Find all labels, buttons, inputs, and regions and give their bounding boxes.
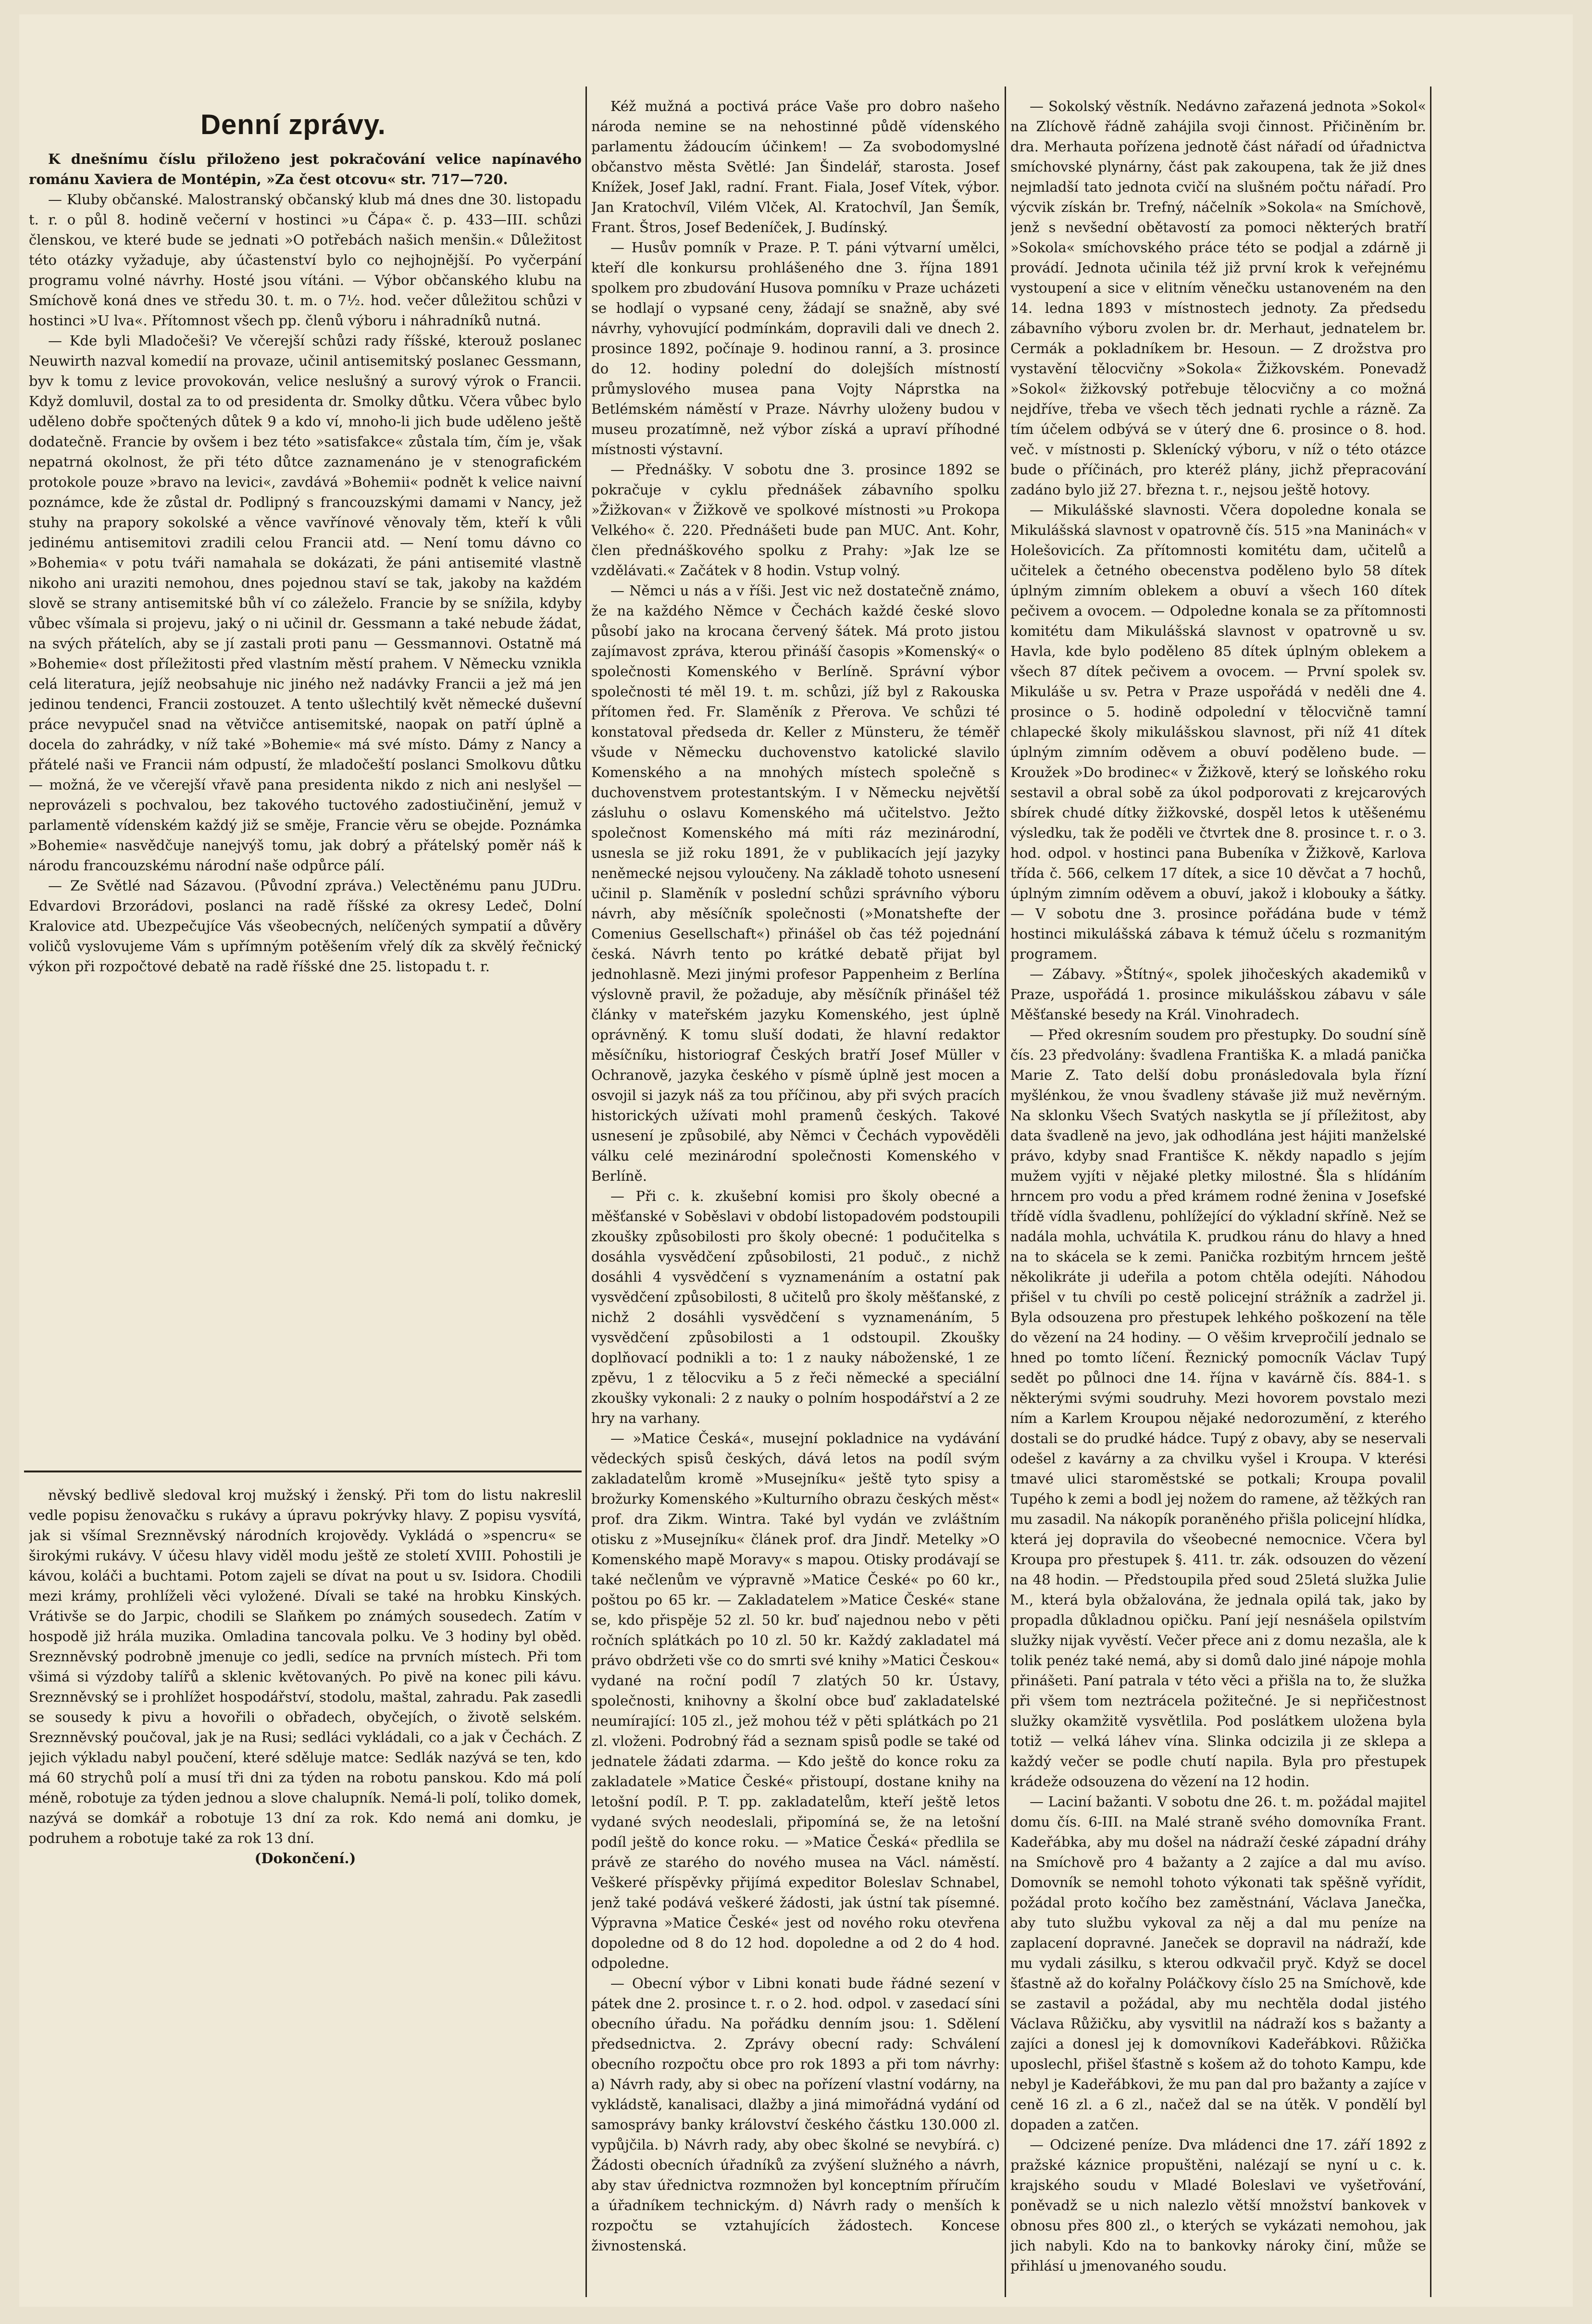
newspaper-page	[19, 14, 1573, 2307]
paragraph-svetla-cont: Kéž mužná a poctivá práce Vaše pro dobro našeho národa nemine se na nehostinné půdě vídenského parlamentu žádoucím účinkem! — Za svobodomyslné občanstvo města Světlé: Jan Šindelář, starosta. Josef Knížek, Josef Jakl, radní. Frant. Fiala, Josef Vítek, výbor. Jan Kratochvíl, Vilém Vlček, Al. Kratochvíl, Jan Šemík, Frant. Štros, Josef Bedeníček, J. Budínský.	[591, 98, 1000, 235]
paragraph-zabavy: — Zábavy. »Štítný«, spolek jihočeských akademiků v Praze, uspořádá 1. prosince mikulášskou zábavu v sále Měšťanské besedy na Král. Vinohradech.	[1010, 966, 1426, 1023]
column-rule-1	[585, 87, 587, 2297]
column-rule-2	[1005, 87, 1006, 2297]
paragraph-lectures: — Přednášky. V sobotu dne 3. prosince 1892 se pokračuje v cyklu přednášek zábavního spolku »Žižkovan« v Žižkově ve spolkové místnosti »u Prokopa Velkého« č. 220. Přednášeti bude pan MUC. Ant. Kohr, člen přednáškového spolku z Prahy: »Jak lze se vzdělávati.« Začátek v 8 hodin. Vstup volný.	[591, 461, 1000, 579]
paragraph-feuilleton: něvský bedlivě sledoval kroj mužský i ženský. Při tom do listu nakreslil vedle popisu ženovačku s rukávy a úpravu pokrývky hlavy. Z popisu vysvítá, jak si všímal Sreznněvský národních krojovědy. Vykládá o »spencru« se širokými rukávy. V účesu hlavy viděl modu ještě ze století XVIII. Pohostili je kávou, koláči a buchtami. Potom zajeli se dívat na pout u sv. Isidora. Chodili mezi krámy, prohlíželi věci vyložené. Dívali se také na hrobku Kinských. Vrátivše se do Jarpic, chodili se Slaňkem po známých sousedech. Zatím v hospodě již hrála muzika. Omladina tancovala polku. Ve 3 hodiny byl oběd. Sreznněvský podrobně jmenuje co jedli, sedíce na prvních místech. Při tom všimá si výzdoby talířů a sklenic květovaných. Po pivě na konec pili kávu. Sreznněvský se i prohlížet hospodářství, stodolu, maštal, zahradu. Pak zasedli se sousedy k pivu a hovořili o obřadech, obyčejích, o životě selském. Sreznněvský poučoval, jak je na Rusi; sedláci vykládali, co a jak v Čechách. Z jejich výkladu nabyl poučení, které sděluje matce: Sedlák nazývá se ten, kdo má 60 strychů polí a musí tři dni za týden na robotu panskou. Kdo má polí méně, robotuje za týden jednou a slove chalupník. Nemá-li polí, toliko domek, nazývá se domkář a robotuje 13 dní za rok. Kdo nemá ani domku, je podruhem a robotuje také za rok 13 dní.	[29, 1487, 582, 1846]
column-1-feuilleton	[29, 1485, 582, 2312]
paragraph-pheasants: — Laciní bažanti. V sobotu dne 26. t. m. požádal majitel domu čís. 6-III. na Malé straně svého domovníka Frant. Kadeřábka, aby mu došel na nádraží české západní dráhy na Smíchově pro 4 bažanty a 2 zajíce a dal mu avíso. Domovník se nemohl tohoto výkonati tak spěšně vyřídit, požádal proto kočího bez zaměstnání, Václava Janečka, aby tuto službu vykoval za něj a dal mu peníze na zaplacení dopravné. Janeček se dopravil na nádraží, kde mu vydali zásilku, s kterou odkvačil pryč. Když se docel šťastně až do kořalny Poláčkovy číslo 25 na Smíchově, kde se zastavil a požádal, aby mu nechtěla dodal jistého Václava Růžičku, aby vysvitlil na nádraží kos s bažanty a zajíci a donesl jej k domovníkovi Kadeřábkovi. Růžička uposlechl, přišel šťastně s košem až do tohoto Kampu, kde nebyl je Kadeřábkovi, že mu pan dal pro bažanty a zajíce v ceně 16 zl. a 6 zl., načež dal se na útěk. V pondělí byl dopaden a zatčen.	[1010, 1793, 1426, 2133]
feuilleton-continued: (Dokončení.)	[254, 1850, 356, 1867]
paragraph-matice-ceska: — »Matice Česká«, musejní pokladnice na vydávání vědeckých spisů českých, dává letos na podíl svým zakladatelům kromě »Musejníku« ještě tyto spisy a brožurky Komenského »Kulturního obrazu českých měst« prof. dra Zikm. Wintra. Také byl vydán ve zvláštním otisku z »Musejníku« článek prof. dra Jindř. Metelky »O Komenského mapě Moravy« s mapou. Otisky prodávají se také nečlenům ve výpravně »Matice České« po 60 kr., poštou po 65 kr. — Zakladatelem »Matice České« stane se, kdo přispěje 52 zl. 50 kr. buď najednou nebo v pěti ročních splátkách po 10 zl. 50 kr. Každý zakladatel má právo obdržeti vše co do smrti své knihy »Matici Českou« vydané na roční podíl 7 zlatých 50 kr. Ústavy, společnosti, knihovny a školní obce buď zakladatelské neumírající: 105 zl., jež mohou též v pěti splátkách po 21 zl. vloženi. Podrobný řád a seznam spisů podle se také od jednatele žádati zdarma. — Kdo ještě do konce roku za zakladatele »Matice České« přistoupí, dostane knihy na letošní podíl. P. T. pp. zakladatelům, kteří ještě letos vydané svých neodeslali, připomíná se, že na letošní podíl ještě do konce roku. — »Matice Česká« předlila se právě ze starého do nového musea na Václ. náměstí. Veškeré příspěvky přijímá expeditor Boleslav Schnabel, jenž také podává veškeré žádosti, jak ústní tak písemné. Výpravna »Matice České« jest od nového roku otevřena dopoledne od 8 do 12 hod. dopoledne a od 2 do 4 hod. odpoledne.	[591, 1430, 1000, 1971]
paragraph-stolen-money: — Odcizené peníze. Dva mládenci dne 17. září 1892 z pražské káznice propuštěni, nalézají se nyní u c. k. krajského soudu v Mladé Boleslavi ve vyšetřování, poněvadž se u nich nalezlo větší množství bankovek v obnosu přes 800 zl., o kterých se vykázati nemohou, jak jich nabyli. Kdo na to bankovky nároky činí, může se přihlásí u jmenovaného soudu.	[1010, 2137, 1426, 2274]
paragraph-clubs: — Kluby občanské. Malostranský občanský klub má dnes dne 30. listopadu t. r. o půl 8. hodině večerní v hostinci »u Čápa« č. p. 433—III. schůzi členskou, ve které bude se jednati »O potřebách našich menšin.« Důležitost této otázky vyžaduje, aby účastenství bylo co nejhojnější. Po vyčerpání programu volné návrhy. Hosté jsou vítáni. — Výbor občanského klubu na Smíchově koná dnes ve středu 30. t. m. o 7½. hod. večer důležitou schůzi v hostinci »U lva«. Přítomnost všech pp. členů výboru i náhradníků nutná.	[29, 191, 582, 329]
paragraph-exam-commission: — Při c. k. zkušební komisi pro školy obecné a měšťanské v Soběslavi v období listopadovém podstoupili zkoušky způsobilosti pro školy obecné: 1 podučitelka s dosáhla vysvědčení způsobilosti, 21 poduč., z nichž dosáhli 4 vysvědčení s vyznamenáním a ostatní pak vysvědčení způsobilosti, 8 učitelů pro školy měšťanské, z nichž 2 dosáhli vysvědčení s vyznamenáním, 5 vysvědčení způsobilosti a 1 odstoupil. Zkoušky doplňovací podnikli a to: 1 z nauky náboženské, 1 ze zpěvu, 1 z tělocviku a 5 z řeči německé a speciální zkoušky vykonali: 2 z nauky o polním hospodářství a 2 ze hry na varhany.	[591, 1188, 1000, 1426]
paragraph-hus-monument: — Husův pomník v Praze. P. T. páni výtvarní umělci, kteří dle konkursu prohlášeného dne 3. října 1891 spolkem pro zbudování Husova pomníku v Praze ucházeti se hodlají o vypsané ceny, žádají se snažně, aby své návrhy, vyhovující podmínkám, dopravili dali ve dnech 2. prosince 1892, počínaje 9. hodinou ranní, a 3. prosince do 12. hodiny polední do dolejších místností průmyslového musea pana Vojty Náprstka na Betlémském náměstí v Praze. Návrhy uloženy budou v museu prozatímně, než výbor získá a upraví příhodné místnosti výstavní.	[591, 239, 1000, 457]
paragraph-mikulas: — Mikulášské slavnosti. Včera dopoledne konala se Mikulášská slavnost v opatrovně čís. 515 »na Maninách« v Holešovicích. Za přítomnosti komitétu dam, učitelů a učitelek a četného obecenstva poděleno bylo 58 dítek úplným zimním oblekem a obuví a všech 160 dítek pečivem a ovocem. — Odpoledne konala se za přítomnosti komitétu dam Mikulášská slavnost v opatrovně u sv. Havla, kde bylo poděleno 85 dítek úplným oblekem a všech 87 dítek pečivem a ovocem. — První spolek sv. Mikuláše u sv. Petra v Praze uspořádá v neděli dne 4. prosince o 5. hodině odpolední v tělocvičně tamní chlapecké školy mikulášskou slavnost, při níž 41 dítek úplným zimním oděvem a obuví poděleno bude. — Kroužek »Do brodinec« v Žižkově, který se loňského roku sestavil a obral sobě za úkol podporovati z krejcarových sbírek chudé dítky žižkovské, dospěl letos k utěšenému výsledku, tak že poděli ve čtvrtek dne 8. prosince t. r. o 3. hod. odpol. v hostinci pana Bubeníka v Žižkově, Karlova třída č. 566, celkem 17 dítek, a sice 10 děvčat a 7 hochů, úplným zimním oděvem a obuví, jakož i klobouky a šátky. — V sobotu dne 3. prosince pořádána bude v témž hostinci mikulášská zábava k témuž účelu s rozmanitým programem.	[1010, 502, 1426, 962]
column-rule-horizontal	[24, 1471, 582, 1472]
paragraph-court: — Před okresním soudem pro přestupky. Do soudní síně čís. 23 předvolány: švadlena Františka K. a mladá panička Marie Z. Tato delší dobu pronásledovala byla řízní myšlénkou, že vnou švadleny stávaše již muž nevěrným. Na sklonku Všech Svatých naskytla se jí příležitost, aby data švadleně na jevo, jak odhodlána jest hájiti manželské právo, kdyby snad Františce K. někdy napadlo s jejím mužem vyjíti v nějaké pletky milostné. Šla s hlídáním hrncem pro vodu a před krámem rodné ženina v Josefské třídě vídla švadlenu, pohlížející do výkladní skříně. Než se nadála mohla, uchvátila K. prudkou ránu do hlavy a hned na to skácela se k zemi. Panička rozbitým hrncem ještě několikráte ji udeřila a potom chtěla odejíti. Náhodou přišel v tu chvíli po cestě policejní strážník a zadržel ji. Byla odsouzena pro přestupek lehkého poškození na těle do vězení na 24 hodiny. — O věšim krvepročilí jednalo se hned po tomto líčení. Řeznický pomocník Václav Tupý sedět po půlnoci dne 14. října v kavárně čís. 884-1. s některými svými soudruhy. Mezi hovorem povstalo mezi ním a Karlem Kroupou nějaké nedorozumění, z kterého dostali se do prudké hádce. Tupý z obavy, aby se neservali odešel z kavárny a za chvilku vyšel i Kroupa. V kterési tmavé ulici staroměstské se potkali; Kroupa povalil Tupého k zemi a bodl jej nožem do ramene, až těžkých ran mu zasadil. Na nákopík poraněného přišla policejní hlídka, která jej dopravila do všeobecné nemocnice. Včera byl Kroupa pro přestupek §. 411. tr. zák. odsouzen do vězení na 48 hodin. — Předstoupila před soud 25letá služka Julie M., která byla obžalována, že jednala opilá tak, jako by propadla důkladnou opičku. Paní její nesnášela opilstvím služky nijak vyvěstí. Večer přece ani z domu nezašla, ale k tolik penéz také nemá, aby si domů dalo jiné nápoje mohla přinášeti. Paní patrala v této věci a přišla na to, že služka při všem tom neztrácela požitečné. Je si nepřičestnost služky okamžitě vysvětlila. Pod poslátkem uložena byla totiž — velká láhev vína. Slinka odcizila ji ze sklepa a každý večer se podle chutí napila. Byla pro přestupek krádeže odsouzena do vězení na 12 hodin.	[1010, 1026, 1426, 1790]
paragraph-liben-council: — Obecní výbor v Libni konati bude řádné sezení v pátek dne 2. prosince t. r. o 2. hod. odpol. v zasedací síni obecního úřadu. Na pořádku denním jsou: 1. Sdělení předsednictva. 2. Zprávy obecní rady: Schválení obecního rozpočtu obce pro rok 1893 a při tom návrhy: a) Návrh rady, aby si obec na pořízení vlastní vodárny, na vykládstě, kanalisaci, dlažby a jiná mimořádná vydání od samosprávy banky království českého částku 130.000 zl. vypůjčila. b) Návrh rady, aby obec školné se nevybírá. c) Žádosti obecních úřadníků za zvýšení služného a návrh, aby stav úřednictva rozmnožen byl konceptním příručím a úřadníkem technickým. d) Návrh rady o menších k rozpočtu se vztahujících žádostech. Koncese živnostenská.	[591, 1975, 1000, 2254]
paragraph-young-czechs: — Kde byli Mladočeši? Ve včerejší schůzi rady říšské, kterouž poslanec Neuwirth nazval komedií na provaze, učinil antisemitský poslanec Gessmann, byv k tomu z levice provokován, velice neslušný a surový výrok o Francii. Když domluvil, dostal za to od presidenta dr. Smolky důtku. Včera vůbec bylo uděleno dobře spočtených důtek 9 a kdo ví, mnoho-li jich bude uděleno ještě dodatečně. Francie by ovšem i bez této »satisfakce« zůstala tím, čím je, však nepatrná okolnost, že při této důtce zaznamenáno je v stenografickém protokole pouze »bravo na levici«, zavdává »Bohemii« podnět k velice naivní poznámce, kde že zůstal dr. Podlipný s francouzskými damami v Nancy, jež stuhy na prapory sokolské a věnce vavřínové věnovaly těm, kteří k vůli jedinému antisemitovi zradili celou Francii atd. — Není tomu dávno co »Bohemia« v potu tváři namahala se dokázati, že páni antisemité vlastně nikoho ani uraziti nemohou, dnes pojednou staví se tak, jakoby na každém slově se strany antisemitské bůh ví co záleželo. Francie by se snížila, kdyby vůbec všímala si projevu, jaký o ni učinil dr. Gessmann a také nebude žádat, na svých přátelích, aby se jí zastali proti panu — Gessmannovi. Ostatně má »Bohemie« dost příležitosti před vlastním městí prahem. V Německu vznikla celá literatura, jejíž neobsahuje nic jiného než nadávky Francii a jež má jen jedinou tendenci, Francii zostouzet. A tento ušlechtilý květ německé duševní práce nevypučel snad na větvičce antisemitské, naopak on patří úplně a docela do zahrádky, v níž také »Bohemie« má své místo. Dámy z Nancy a přátelé naši ve Francii nám odpustí, že mladočeští poslanci Smolkovu důtku — možná, že ve včerejší vřavě pana presidenta nikdo z nich ani neslyšel — neprovázeli s pochvalou, bez takového tuctového zadostiučinění, jemuž v parlamentě vídenském každý již se směje, Francie věru se obejde. Poznámka »Bohemie« nasvědčuje nanejvýš tomu, jak dobrý a přátelský poměr náš k národu francouzskému národní naše odpůrce pálí.	[29, 333, 582, 874]
column-rule-3	[1430, 87, 1431, 2297]
paragraph-sokol: — Sokolský věstník. Nedávno zařazená jednota »Sokol« na Zlíchově řádně zahájila svoji činnost. Přičiněním br. dra. Merhauta pořízena jednotě část nářadí od úřadnictva smíchovské plynárny, část pak zakoupena, tak že již dnes nejmladší tato jednota cvičí na slušném počtu nářadí. Pro výcvik získán br. Trefný, náčelník »Sokola« na Smíchově, jenž s nevšední obětavostí za pomoci některých bratří »Sokola« smíchovského práce této se podjal a zdárně ji provádí. Jednota učinila též již první krok k veřejnému vystoupení a sice v elitním věnečku ustanoveném na den 14. ledna 1893 v místnostech jednoty. Za předsedu zábavního výboru zvolen br. dr. Merhaut, jednatelem br. Cermák a pokladníkem br. Hesoun. — Z drožstva pro vystavění tělocvičny »Sokola« Žižkovském. Ponevadž »Sokol« žižkovský potřebuje tělocvičny a co možná nejdříve, třeba ve všech těch jednati rychle a rázně. Za tím účelem odbývá se v úterý dne 6. prosince o 8. hod. več. v místnosti p. Sklenícký výboru, v níž o této otázce bude o příčinách, pro kteréž plány, jichž přepracování zadáno bylo již 27. března t. r., nejsou ještě hotovy.	[1010, 98, 1426, 498]
column-1	[29, 96, 582, 1456]
column-3	[1010, 96, 1426, 2307]
paragraph-germans: — Němci u nás a v říši. Jest vic než dostatečně známo, že na každého Němce v Čechách každé české slovo působí jako na krocana červený šátek. Má proto jistou zajímavost zpráva, kterou přináší časopis »Komenský« o společnosti Komenského v Berlíně. Správní výbor společnosti té měl 19. t. m. schůzi, jíž byl z Rakouska přítomen řed. Fr. Slaměník z Přerova. Ve schůzi té konstatoval předseda dr. Keller z Münsteru, že téměř všude v Německu duchovenstvo katolické slavilo Komenského a na mnohých místech společně s duchovenstvem protestantským. I v Německu největší zásluhu o oslavu Komenského má učitelstvo. Ježto společnost Komenského má míti ráz mezinárodní, usnesla se již roku 1891, že v publikacích její jazyky neněmecké nejsou vyloučeny. Na základě tohoto usnesení učinil p. Slaměník v poslední schůzi správního výboru návrh, aby měsíčník společnosti (»Monatshefte der Comenius Gesellschaft«) přinášel ob čas též pojednání česká. Návrh tento po krátké debatě přijat byl jednohlasně. Mezi jinými profesor Pappenheim z Berlína výslovně pravil, že požaduje, aby měsíčník přinášel též články v mateřském jazyku Komenského, jest úplně oprávněný. K tomu sluší dodati, že hlavní redaktor měsíčníku, historiograf Českých bratří Josef Müller v Ochranově, jazyka českého v písmě úplně jest mocen a osvojil si jazyk náš za tou příčinou, aby při svých pracích historických užívati mohl pramenů českých. Takové usnesení je způsobilé, aby Němci v Čechách vypověděli válku celé mezinárodní společnosti Komenského v Berlíně.	[591, 582, 1000, 1184]
column-2	[591, 96, 1000, 2307]
section-title: Denní zprávy.	[200, 109, 386, 140]
paragraph-novel-notice: K dnešnímu číslu přiloženo jest pokračování velice napínavého románu Xaviera de Montépin, »Za čest otcovu« str. 717—720.	[29, 151, 582, 187]
paragraph-svetla: — Ze Světlé nad Sázavou. (Původní zpráva.) Velectěnému panu JUDru. Edvardovi Brzorádovi, poslanci na radě říšské za okresy Ledeč, Dolní Kralovice atd. Ubezpečujíce Vás všeobecných, nelíčených sympatií a důvěry voličů vyslovujeme Vám s upřímným potěšením vřelý dík za skvělý řečnický výkon při rozpočtové debatě na radě říšské dne 25. listopadu t. r.	[29, 878, 582, 975]
